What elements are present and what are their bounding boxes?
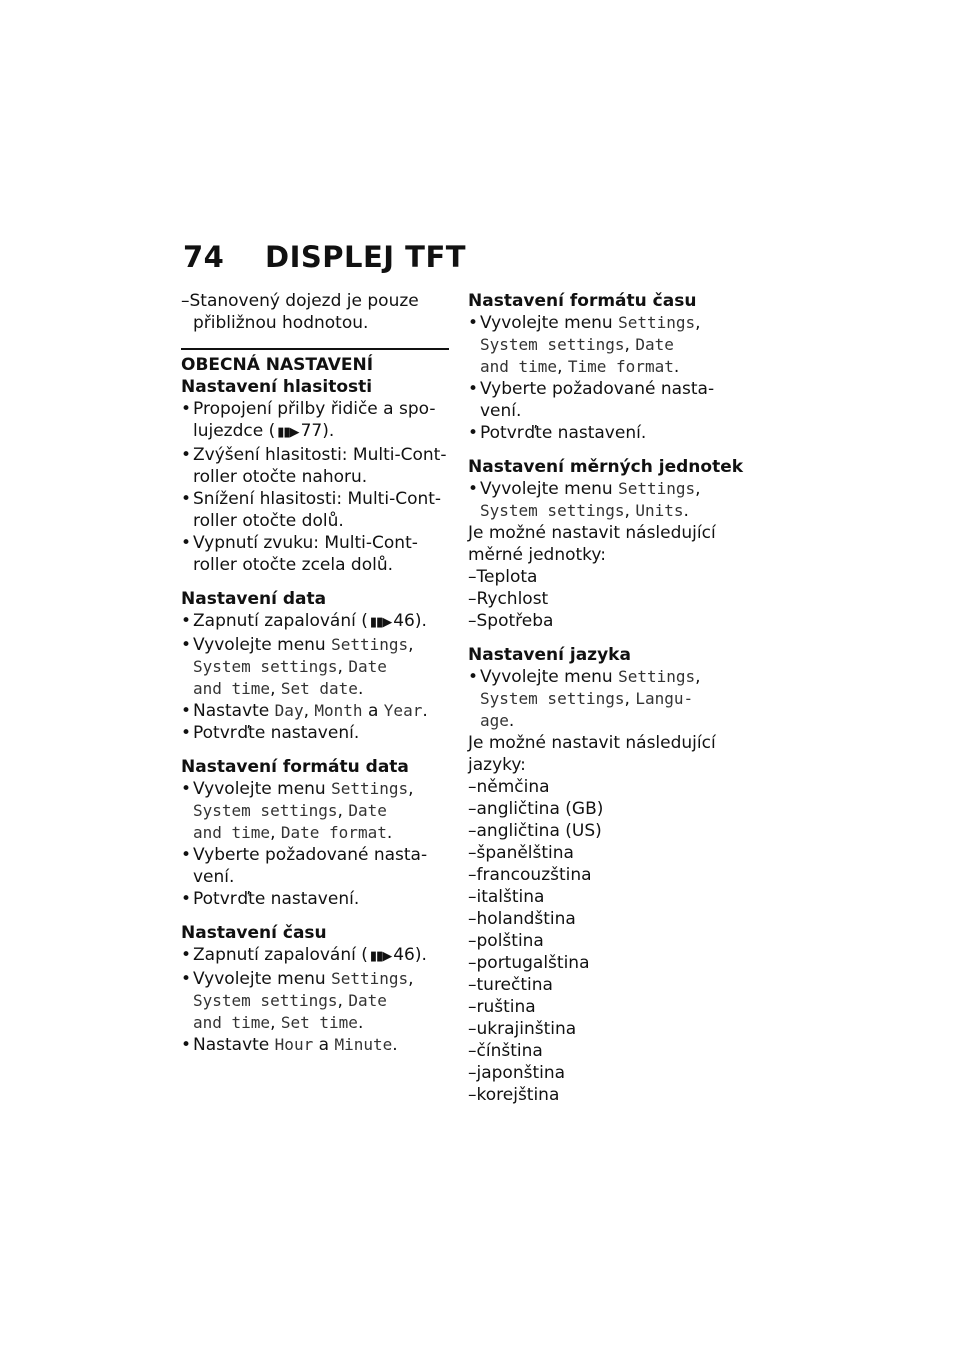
list-item: • Potvrďte nastavení.	[181, 723, 360, 743]
list-item: • Snížení hlasitosti: Multi-Cont-	[181, 489, 442, 509]
list-item: roller otočte zcela dolů.	[193, 555, 394, 575]
list-item: • Vyvolejte menu Settings,	[181, 635, 414, 655]
list-item: age.	[480, 711, 515, 731]
list-item: • Vyvolejte menu Settings,	[468, 313, 701, 333]
list-item: and time, Time format.	[480, 357, 680, 377]
list-item: –angličtina (GB)	[468, 799, 604, 819]
list-item: • Nastavte Hour a Minute.	[181, 1035, 398, 1055]
paragraph-line: měrné jednotky:	[468, 545, 606, 565]
paragraph-line: Je možné nastavit následující	[468, 733, 716, 753]
list-item: • Zapnutí zapalování ( ▮▮▶ 46).	[181, 611, 427, 631]
time-format-heading: Nastavení formátu času	[468, 291, 697, 311]
list-item: –angličtina (US)	[468, 821, 602, 841]
list-item: • Vyvolejte menu Settings,	[181, 779, 414, 799]
intro-line-2: přibližnou hodnotou.	[193, 313, 369, 333]
page-header	[183, 240, 466, 274]
list-item: vení.	[480, 401, 522, 421]
page-number: 74	[183, 240, 225, 274]
list-item: –španělština	[468, 843, 574, 863]
list-item: System settings, Date	[480, 335, 674, 355]
intro-line-1: –Stanovený dojezd je pouze	[181, 291, 419, 311]
language-list	[468, 776, 740, 1106]
list-item: roller otočte nahoru.	[193, 467, 368, 487]
list-item: –holandština	[468, 909, 576, 929]
units-list	[468, 566, 740, 632]
date-heading: Nastavení data	[181, 589, 327, 609]
section-title: OBECNÁ NASTAVENÍ	[181, 348, 449, 376]
list-item: • Nastavte Day, Month a Year.	[181, 701, 428, 721]
list-item: • Propojení přilby řidiče a spo-	[181, 399, 436, 419]
left-column	[181, 290, 449, 1056]
page-ref-arrow-icon: ▮▮▶	[277, 425, 299, 440]
list-item: and time, Set time.	[193, 1013, 364, 1033]
list-item: System settings, Date	[193, 801, 387, 821]
page-title: DISPLEJ TFT	[265, 240, 467, 274]
list-item: • Vyvolejte menu Settings,	[468, 667, 701, 687]
list-item: vení.	[193, 867, 235, 887]
list-item: • Vyvolejte menu Settings,	[468, 479, 701, 499]
list-item: –polština	[468, 931, 544, 951]
list-item: • Vyberte požadované nasta-	[181, 845, 428, 865]
paragraph-line: jazyky:	[468, 755, 526, 775]
list-item: –ukrajinština	[468, 1019, 577, 1039]
list-item: and time, Set date.	[193, 679, 364, 699]
list-item: –ruština	[468, 997, 536, 1017]
list-item: System settings, Date	[193, 991, 387, 1011]
list-item: • Vypnutí zvuku: Multi-Cont-	[181, 533, 418, 553]
list-item: System settings, Langu-	[480, 689, 694, 709]
list-item: –turečtina	[468, 975, 553, 995]
list-item: System settings, Date	[193, 657, 387, 677]
page-ref-arrow-icon: ▮▮▶	[369, 949, 392, 964]
list-item: –němčina	[468, 777, 550, 797]
paragraph-line: Je možné nastavit následující	[468, 523, 716, 543]
volume-heading: Nastavení hlasitosti	[181, 377, 373, 397]
list-item: • Vyberte požadované nasta-	[468, 379, 715, 399]
right-column	[468, 290, 744, 1106]
list-item: –korejština	[468, 1085, 560, 1105]
date-format-heading: Nastavení formátu data	[181, 757, 409, 777]
list-item: –Spotřeba	[468, 611, 554, 631]
list-item: –italština	[468, 887, 545, 907]
list-item: –Rychlost	[468, 589, 549, 609]
list-item: • Zapnutí zapalování ( ▮▮▶ 46).	[181, 945, 427, 965]
list-item: System settings, Units.	[480, 501, 689, 521]
list-item: –japonština	[468, 1063, 566, 1083]
units-heading: Nastavení měrných jednotek	[468, 457, 744, 477]
list-item: –portugalština	[468, 953, 590, 973]
list-item: –Teplota	[468, 567, 538, 587]
page-ref-arrow-icon: ▮▮▶	[369, 615, 392, 630]
time-heading: Nastavení času	[181, 923, 327, 943]
list-item: • Potvrďte nastavení.	[468, 423, 647, 443]
list-item: roller otočte dolů.	[193, 511, 344, 531]
list-item: • Vyvolejte menu Settings,	[181, 969, 414, 989]
list-item: • Potvrďte nastavení.	[181, 889, 360, 909]
list-item: lujezdce ( ▮▮▶ 77).	[193, 421, 335, 441]
list-item: • Zvýšení hlasitosti: Multi-Cont-	[181, 445, 447, 465]
list-item: –francouzština	[468, 865, 592, 885]
list-item: –čínština	[468, 1041, 543, 1061]
language-heading: Nastavení jazyka	[468, 645, 631, 665]
list-item: and time, Date format.	[193, 823, 393, 843]
